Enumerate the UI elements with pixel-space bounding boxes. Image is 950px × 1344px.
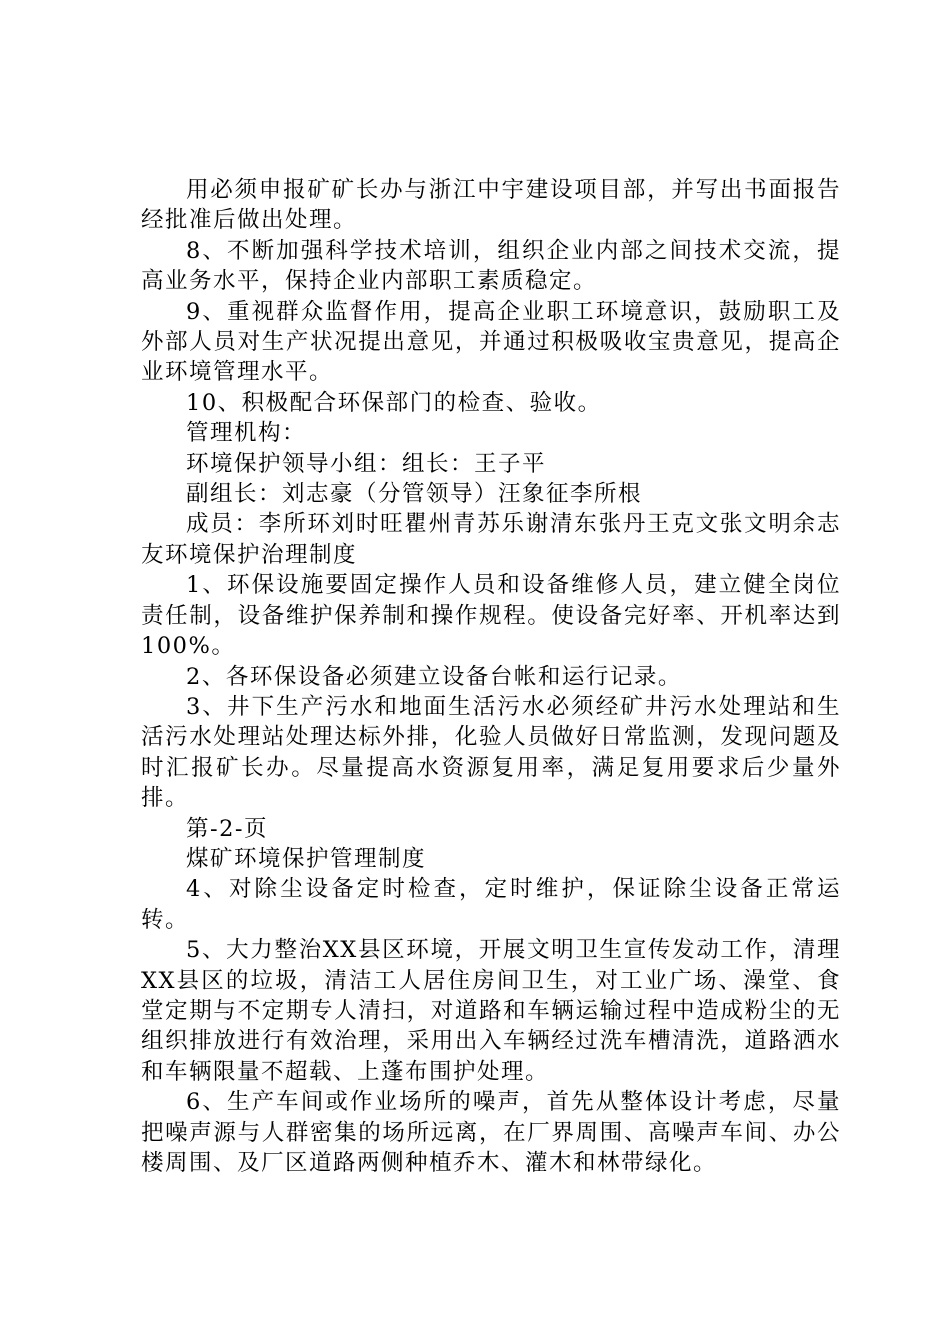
document-title: 煤矿环境保护管理制度 xyxy=(186,845,427,872)
paragraph-rule-2: 2、各环保设备必须建立设备台帐和运行记录。 xyxy=(186,663,682,690)
paragraph-item-9: 9、重视群众监督作用，提高企业职工环境意识，鼓励职工及外部人员对生产状况提出意见，并通过积极吸收宝贵意见，提高企业环境管理水平。 xyxy=(141,298,841,386)
paragraph-item-10: 10、积极配合环保部门的检查、验收。 xyxy=(186,389,602,416)
paragraph-item-8: 8、不断加强科学技术培训，组织企业内部之间技术交流，提高业务水平，保持企业内部职工素质稳定。 xyxy=(141,237,841,295)
paragraph-continuation: 用必须申报矿矿长办与浙江中宇建设项目部，并写出书面报告经批准后做出处理。 xyxy=(141,177,841,234)
paragraph-rule-3: 3、井下生产污水和地面生活污水必须经矿井污水处理站和生活污水处理站处理达标外排，化验人员做好日常监测，发现问题及时汇报矿长办。尽量提高水资源复用率，满足复用要求后少量外排。 xyxy=(141,693,841,812)
paragraph-rule-4: 4、对除尘设备定时检查，定时维护，保证除尘设备正常运转。 xyxy=(141,876,841,933)
deputy-leader-line: 副组长：刘志豪（分管领导）汪象征李所根 xyxy=(186,481,643,508)
section-heading-management: 管理机构： xyxy=(186,420,307,447)
document-page xyxy=(141,175,841,1178)
paragraph-rule-5: 5、大力整治XX县区环境，开展文明卫生宣传发动工作，清理XX县区的垃圾，清洁工人居住房间卫生，对工业广场、澡堂、食堂定期与不定期专人清扫，对道路和车辆运输过程中造成粉尘的无组织排放进行有效治理，采用出入车辆经过洗车槽清洗，道路洒水和车辆限量不超载、上蓬布围护处理。 xyxy=(141,937,841,1085)
page-number: 第-2-页 xyxy=(186,815,269,842)
members-line: 成员：李所环刘时旺瞿州青苏乐谢清东张丹王克文张文明余志友环境保护治理制度 xyxy=(141,511,841,568)
leader-group-line: 环境保护领导小组：组长：王子平 xyxy=(186,450,547,477)
paragraph-rule-1: 1、环保设施要固定操作人员和设备维修人员，建立健全岗位责任制，设备维护保养制和操作规程。使设备完好率、开机率达到100%。 xyxy=(141,572,841,660)
paragraph-rule-6: 6、生产车间或作业场所的噪声，首先从整体设计考虑，尽量把噪声源与人群密集的场所远离，在厂界周围、高噪声车间、办公楼周围、及厂区道路两侧种植乔木、灌木和林带绿化。 xyxy=(141,1089,841,1176)
